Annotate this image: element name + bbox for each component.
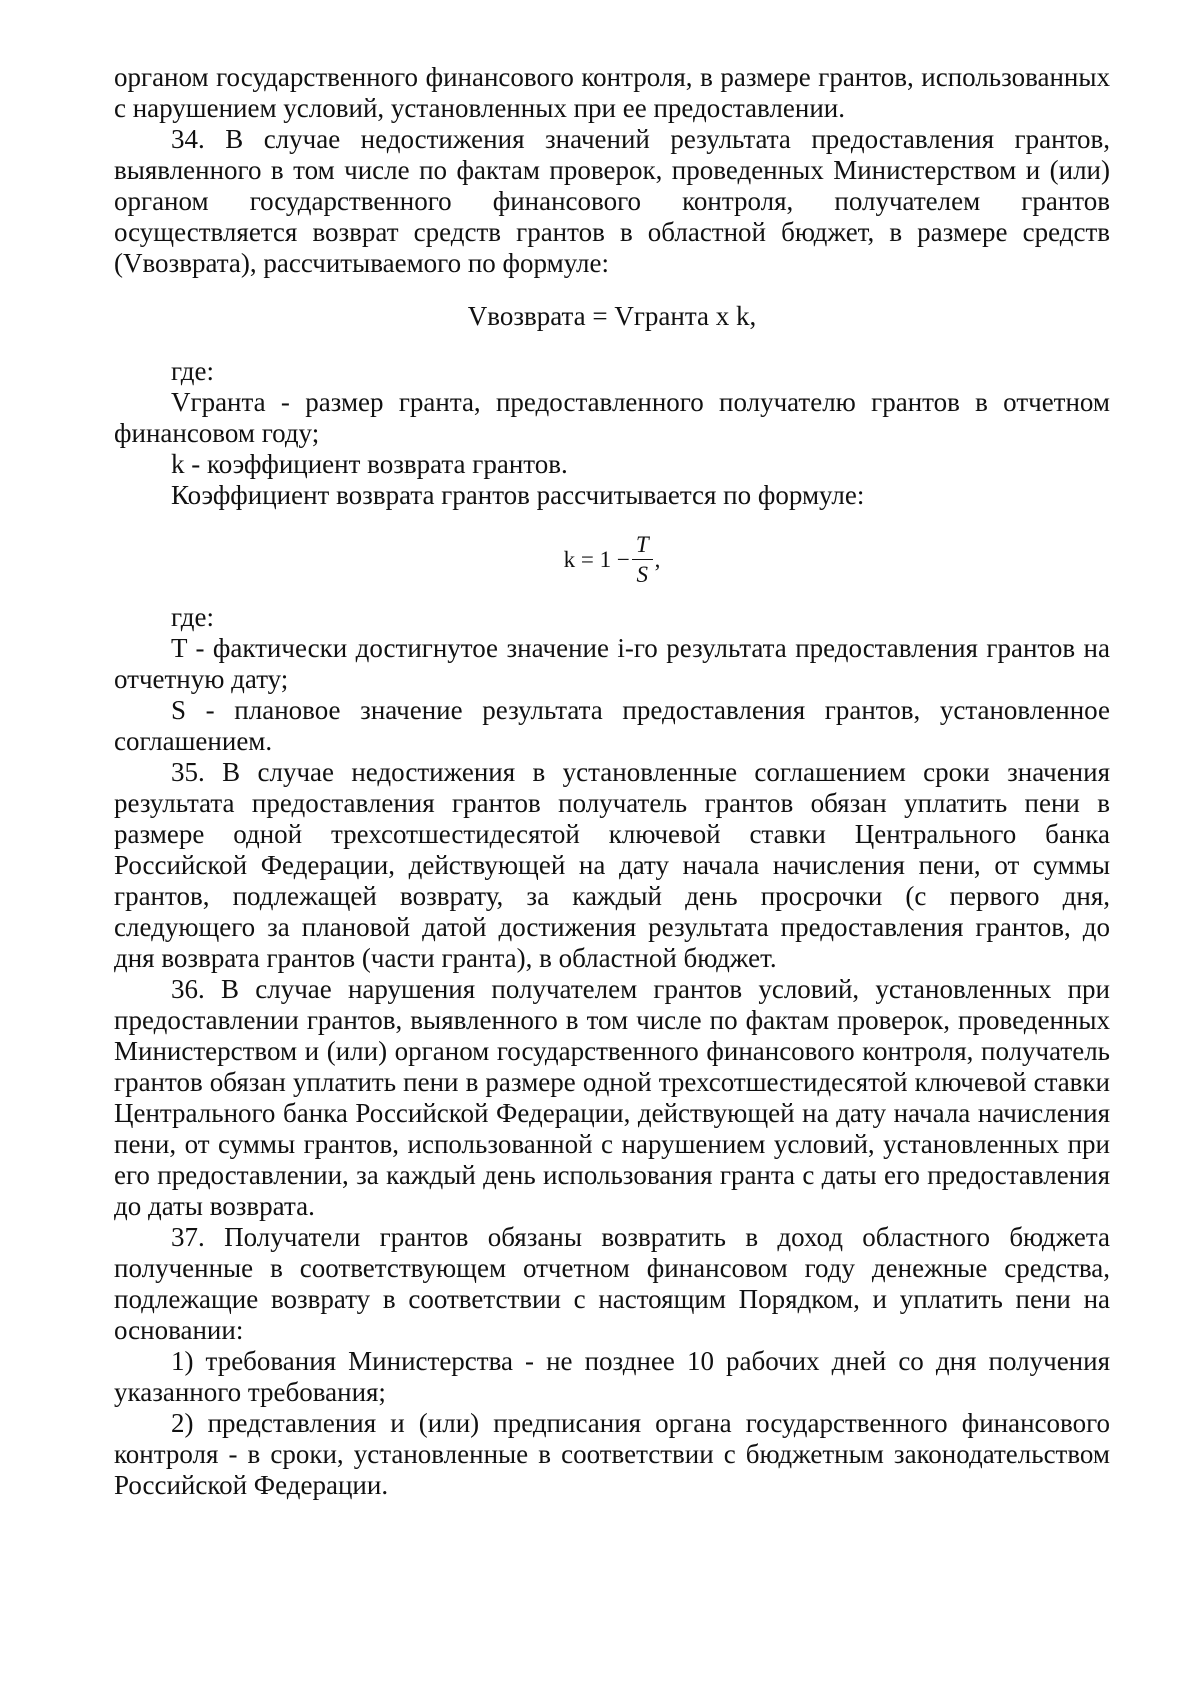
document-page [114, 62, 1110, 1501]
formula-k-fraction [632, 533, 653, 586]
definition-s: S - плановое значение результата предоставления грантов, установленное соглашением. [114, 695, 1110, 756]
formula-k-denominator: S [636, 562, 648, 587]
formula-k-lhs: k = 1 − [563, 547, 630, 572]
formula-k-numerator: T [632, 533, 653, 560]
paragraph-35: 35. В случае недостижения в установленные соглашением сроки значения результата предоставления грантов получатель грантов обязан уплатить пени в размере одной трехсотшестидесятой ключевой ставки Центрального банка Российской Федерации, действующей на дату начала начисления пени, от суммы грантов, подлежащей возврату, за каждый день просрочки (с первого дня, следующего за плановой датой достижения результата предоставления грантов, до дня возврата грантов (части гранта), в областной бюджет. [114, 757, 1110, 973]
paragraph-34: 34. В случае недостижения значений результата предоставления грантов, выявленного в том числе по фактам проверок, проведенных Министерством и (или) органом государственного финансового контроля, получателем грантов осуществляется возврат средств грантов в областной бюджет, в размере средств (Vвозврата), рассчитываемого по формуле: [114, 124, 1110, 278]
k-formula-intro: Коэффициент возврата грантов рассчитывается по формуле: [171, 480, 865, 510]
paragraph-37-item-2: 2) представления и (или) предписания органа государственного финансового контроля - в сроки, установленные в соответствии с бюджетным законодательством Российской Федерации. [114, 1408, 1110, 1500]
definition-k: k - коэффициент возврата грантов. [171, 449, 568, 479]
formula-k-expression [564, 533, 661, 586]
definition-t: T - фактически достигнутое значение i-го результата предоставления грантов на отчетную дату; [114, 633, 1110, 694]
paragraph-36: 36. В случае нарушения получателем грантов условий, установленных при предоставлении грантов, выявленного в том числе по фактам проверок, проведенных Министерством и (или) органом государственного финансового контроля, получатель грантов обязан уплатить пени в размере одной трехсотшестидесятой ключевой ставки Центрального банка Российской Федерации, действующей на дату начала начисления пени, от суммы грантов, использованной с нарушением условий, установленных при его предоставлении, за каждый день использования гранта с даты его предоставления до даты возврата. [114, 974, 1110, 1221]
formula-vvozvrata: Vвозврата = Vгранта x k, [467, 301, 757, 331]
where-label-2: где: [171, 602, 214, 632]
paragraph-intro: органом государственного финансового контроля, в размере грантов, использованных с нарушением условий, установленных при ее предоставлении. [114, 62, 1110, 123]
formula-k [114, 533, 1110, 586]
paragraph-37-item-1: 1) требования Министерства - не позднее 10 рабочих дней со дня получения указанного требования; [114, 1346, 1110, 1407]
paragraph-37: 37. Получатели грантов обязаны возвратить в доход областного бюджета полученные в соответствующем отчетном финансовом году денежные средства, подлежащие возврату в соответствии с настоящим Порядком, и уплатить пени на основании: [114, 1222, 1110, 1345]
where-label-1: где: [171, 356, 214, 386]
definition-vgranta: Vгранта - размер гранта, предоставленного получателю грантов в отчетном финансовом году; [114, 387, 1110, 448]
formula-k-trailing: , [654, 547, 661, 572]
